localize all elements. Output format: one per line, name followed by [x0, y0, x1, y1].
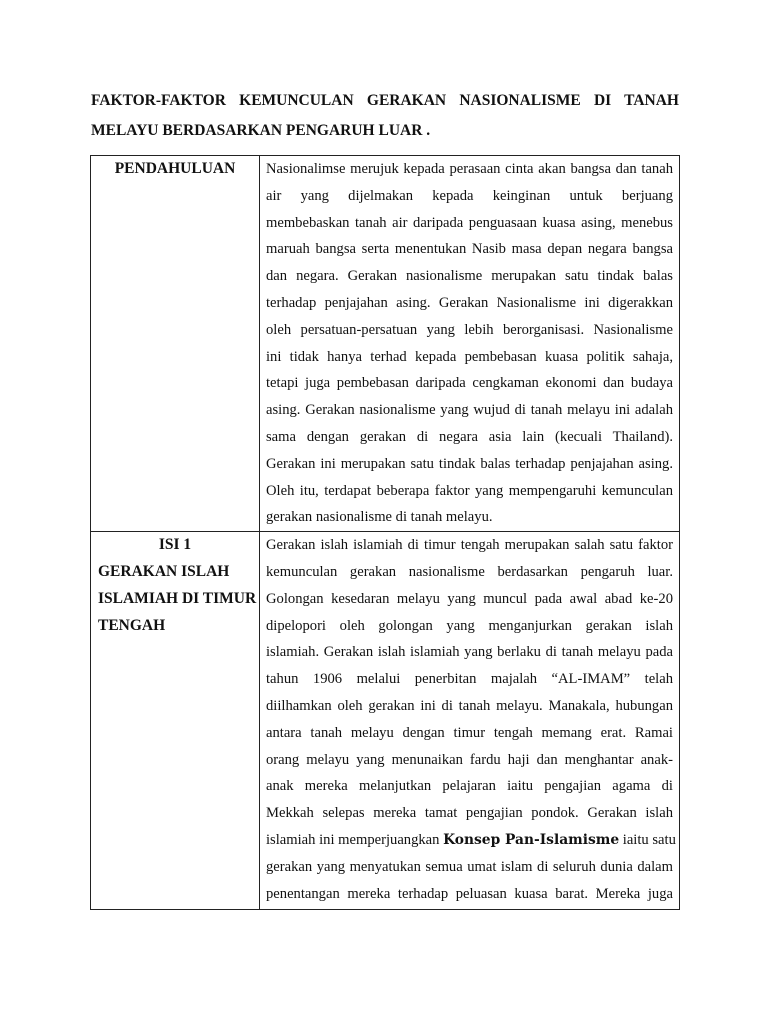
text-line: Mekkah selepas mereka tamat pengajian pondok. Gerakan islah	[266, 805, 673, 822]
row-body-text	[260, 532, 679, 907]
text-line: membebaskan tanah air daripada penguasaan kuasa asing, menebus	[266, 214, 673, 231]
text-line: orang melayu yang menunaikan fardu haji dan menghantar anak-	[266, 751, 673, 768]
text-line: tahun 1906 melalui penerbitan majalah “AL-IMAM” telah	[266, 671, 673, 688]
text-line: maruah bangsa serta menentukan Nasib masa depan negara bangsa	[266, 241, 673, 258]
document-title	[91, 86, 679, 146]
key-term: Konsep Pan-Islamisme	[443, 831, 620, 848]
text-line: oleh persatuan-persatuan yang lebih berorganisasi. Nasionalisme	[266, 321, 673, 338]
text-line: sama dengan gerakan di negara asia lain (kecuali Thailand).	[266, 428, 673, 445]
row-heading: PENDAHULUAN	[114, 160, 236, 177]
text-line: antara tanah melayu dengan timur tengah memang erat. Ramai	[266, 724, 673, 741]
text-line: kemunculan gerakan nasionalisme berdasarkan pengaruh luar.	[266, 563, 673, 580]
text-line: dan negara. Gerakan nasionalisme merupakan satu tindak balas	[266, 268, 673, 285]
table-row	[91, 532, 680, 910]
text-line: tetapi juga pembebasan daripada cengkaman ekonomi dan budaya	[266, 375, 673, 392]
text-line: terhadap penjajahan asing. Gerakan Nasionalisme ini digerakkan	[266, 294, 673, 311]
text-line: diilhamkan oleh gerakan ini di tanah melayu. Manakala, hubungan	[266, 697, 673, 714]
text-line: dipelopori oleh golongan yang menganjurkan gerakan islah	[266, 617, 673, 634]
table-row	[91, 156, 680, 532]
text-line: penentangan mereka terhadap peluasan kuasa barat. Mereka juga	[266, 885, 673, 902]
text-line: Gerakan ini merupakan satu tindak balas terhadap penjajahan asing.	[266, 455, 673, 472]
row-body-cell	[260, 532, 680, 910]
text-fragment: islamiah ini memperjuangkan	[266, 831, 444, 848]
row-heading-cell	[91, 532, 260, 910]
text-line: air yang dijelmakan kepada keinginan untuk berjuang	[266, 187, 673, 204]
row-heading: TENGAH	[98, 616, 166, 634]
content-table	[90, 155, 680, 910]
row-body-text	[260, 156, 679, 531]
text-line: anak mereka melanjutkan pelajaran iaitu pengajian agama di	[266, 778, 673, 795]
text-line: Nasionalimse merujuk kepada perasaan cinta akan bangsa dan tanah	[266, 161, 673, 177]
text-line: Gerakan islah islamiah di timur tengah merupakan salah satu faktor	[266, 537, 673, 554]
text-line: Oleh itu, terdapat beberapa faktor yang mempengaruhi kemunculan	[266, 482, 673, 499]
text-line: gerakan nasionalisme di tanah melayu.	[266, 509, 493, 526]
row-heading-cell	[91, 156, 260, 532]
text-line: Golongan kesedaran melayu yang muncul pada awal abad ke-20	[266, 590, 673, 607]
text-line	[266, 827, 676, 854]
text-line: gerakan yang menyatukan semua umat islam di seluruh dunia dalam	[266, 858, 673, 875]
row-heading: ISI 1	[158, 536, 192, 554]
row-heading: GERAKAN ISLAH	[98, 562, 230, 580]
text-line: islamiah. Gerakan islah islamiah yang berlaku di tanah melayu pada	[266, 644, 673, 661]
text-line: ini tidak hanya terhad kepada pembebasan kuasa politik sahaja,	[266, 348, 673, 365]
text-line: asing. Gerakan nasionalisme yang wujud di tanah melayu ini adalah	[266, 402, 673, 419]
title-line-2: MELAYU BERDASARKAN PENGARUH LUAR .	[91, 122, 431, 139]
row-body-cell	[260, 156, 680, 532]
row-heading: ISLAMIAH DI TIMUR	[98, 589, 257, 607]
text-fragment: iaitu satu	[619, 831, 676, 848]
title-line-1: FAKTOR-FAKTOR KEMUNCULAN GERAKAN NASIONALISME DI TANAH	[91, 92, 679, 109]
